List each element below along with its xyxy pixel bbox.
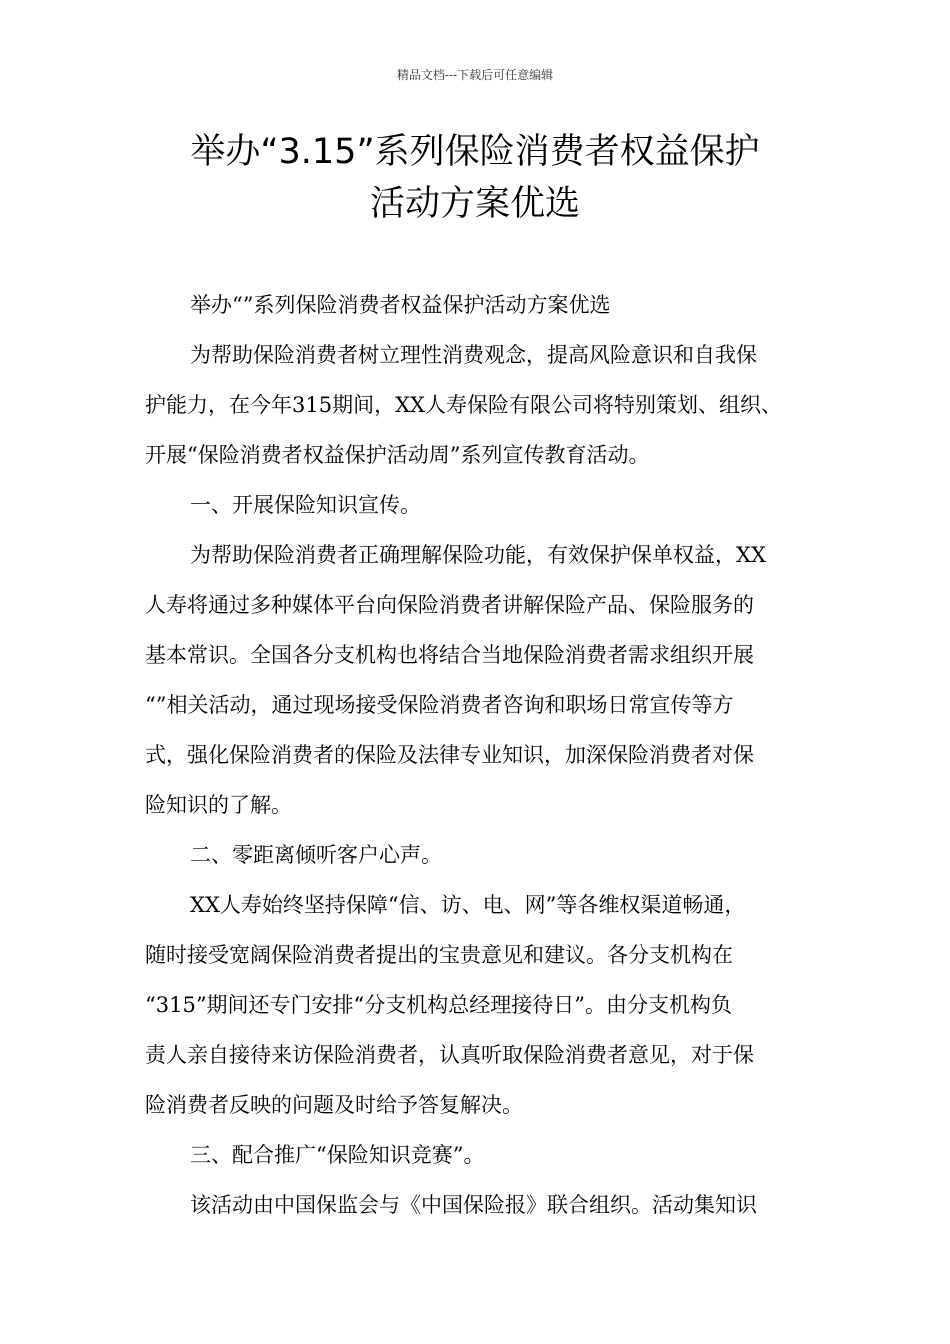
body-line: 护能力，在今年315期间，XX人寿保险有限公司将特别策划、组织、 (145, 393, 782, 417)
body-line: “315”期间还专门安排“分支机构总经理接待日”。由分支机构负 (145, 993, 733, 1017)
document-title-line: 举办“3.15”系列保险消费者权益保护 (190, 132, 760, 172)
section-heading: 一、开展保险知识宣传。 (190, 493, 421, 517)
body-line: 随时接受宽阔保险消费者提出的宝贵意见和建议。各分支机构在 (145, 943, 733, 967)
body-line: 为帮助保险消费者正确理解保险功能，有效保护保单权益，XX (190, 543, 766, 567)
document-title (100, 126, 850, 230)
body-line: 举办“”系列保险消费者权益保护活动方案优选 (190, 293, 611, 317)
body-line: 责人亲自接待来访保险消费者，认真听取保险消费者意见，对于保 (145, 1043, 754, 1067)
body-line: 开展“保险消费者权益保护活动周”系列宣传教育活动。 (145, 443, 650, 467)
section-heading: 二、零距离倾听客户心声。 (190, 843, 442, 867)
body-line: 基本常识。全国各分支机构也将结合当地保险消费者需求组织开展 (145, 643, 754, 667)
section-heading: 三、配合推广“保险知识竞赛”。 (190, 1143, 485, 1167)
body-line: 为帮助保险消费者树立理性消费观念，提高风险意识和自我保 (190, 343, 757, 367)
document-body (145, 280, 815, 1230)
body-line: 人寿将通过多种媒体平台向保险消费者讲解保险产品、保险服务的 (145, 593, 754, 617)
body-line: “”相关活动，通过现场接受保险消费者咨询和职场日常宣传等方 (145, 693, 734, 717)
body-line: 险消费者反映的问题及时给予答复解决。 (145, 1093, 523, 1117)
body-line: 该活动由中国保监会与《中国保险报》联合组织。活动集知识 (190, 1193, 757, 1217)
document-title-line: 活动方案优选 (369, 184, 580, 224)
body-line: 险知识的了解。 (145, 793, 292, 817)
body-line: 式，强化保险消费者的保险及法律专业知识，加深保险消费者对保 (145, 743, 754, 767)
body-line: XX人寿始终坚持保障“信、访、电、网”等各维权渠道畅通， (190, 893, 746, 917)
header-note: 精品文档---下载后可任意编辑 (396, 68, 554, 82)
